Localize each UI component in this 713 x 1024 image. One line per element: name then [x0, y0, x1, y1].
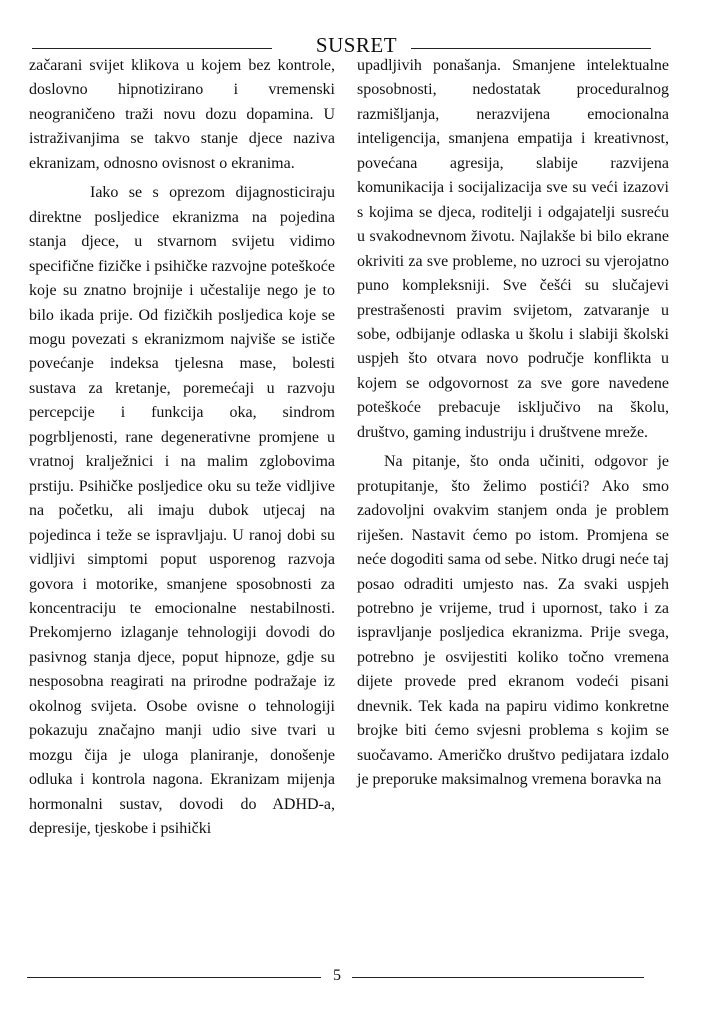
- paragraph: začarani svijet klikova u kojem bez kontrole, doslovno hipnotizirano i vremenski neograničeno traži novu dozu dopamina. U istraživanjima se takvo stanje djece naziva ekranizam, odnosno ovisnost o ekranima.: [29, 57, 335, 172]
- footer-rule-right: [352, 977, 644, 978]
- paragraph: upadljivih ponašanja. Smanjene intelektualne sposobnosti, nedostatak proceduralnog razmišljanja, nerazvijena emocionalna inteligencija, smanjena empatija i kreativnost, povećana agresija, slabije razvijena komunikacija i socijalizacija sve su veći izazovi s kojima se djeca, roditelji i odgajatelji susreću u svakodnevnom životu. Najlakše bi bilo ekrane okriviti za sve probleme, no uzroci su vjerojatno puno kompleksniji. Sve češći su slučajevi prestrašenosti pravim svijetom, zatvaranje u sobe, odbijanje odlaska u školu i slabiji školski uspjeh što otvara novo područje konflikta u kojem se odgovornost za sve gore navedene poteškoće prebacuje isključivo na školu, društvo, gaming industriju i društvene mreže.: [357, 57, 669, 441]
- left-column: [29, 54, 335, 842]
- page-footer: [0, 963, 713, 993]
- header-rule-right: [411, 48, 651, 49]
- right-column: [357, 54, 669, 793]
- page-number: 5: [333, 967, 341, 984]
- paragraph: Na pitanje, što onda učiniti, odgovor je protupitanje, što želimo postići? Ako smo zadovoljni ovakvim stanjem onda je problem riješen. Nastavit ćemo po istom. Promjena se neće dogoditi sama od sebe. Nitko drugi neće taj posao odraditi umjesto nas. Za svaki uspjeh potrebno je vrijeme, trud i upornost, tako i za ispravljanje posljedica ekranizma. Prije svega, potrebno je osvijestiti koliko točno vremena dijete provede pred ekranom vodeći pisani dnevnik. Tek kada na papiru vidimo konkretne brojke biti ćemo svjesni problema s kojim se suočavamo. Američko društvo pedijatara izdalo je preporuke maksimalnog vremena boravka na: [357, 453, 669, 789]
- magazine-title: SUSRET: [315, 33, 398, 57]
- footer-rule-left: [27, 977, 321, 978]
- paragraph: Iako se s oprezom dijagnosticiraju direktne posljedice ekranizma na pojedina stanja djece, u stvarnom svijetu vidimo specifične fizičke i psihičke razvojne poteškoće koje su znatno brojnije i učestalije nego je to bilo ikada prije. Od fizičkih posljedica koje se mogu povezati s ekranizmom najviše se ističe povećanje indeksa tjelesna mase, bolesti sustava za kretanje, poremećaji u razvoju percepcije i funkcija oka, sindrom pogrbljenosti, rane degenerativne promjene u vratnoj kralježnici i na malim zglobovima prstiju. Psihičke posljedice oku su teže vidljive na početku, ali imaju dubok utjecaj na pojedinca i teže se ispravljaju. U ranoj dobi su vidljivi simptomi poput usporenog razvoja govora i motorike, smanjene sposobnosti za koncentraciju te emocionalne nestabilnosti. Prekomjerno izlaganje tehnologiji dovodi do pasivnog stanja djece, poput hipnoze, gdje su nesposobna reagirati na prirodne podražaje iz okolnog svijeta. Osobe ovisne o tehnologiji pokazuju značajno manji udio sive tvari u mozgu čija je uloga planiranje, donošenje odluka i kontrola nagona. Ekranizam mijenja hormonalni sustav, dovodi do ADHD-a, depresije, tjeskobe i psihički: [29, 184, 335, 838]
